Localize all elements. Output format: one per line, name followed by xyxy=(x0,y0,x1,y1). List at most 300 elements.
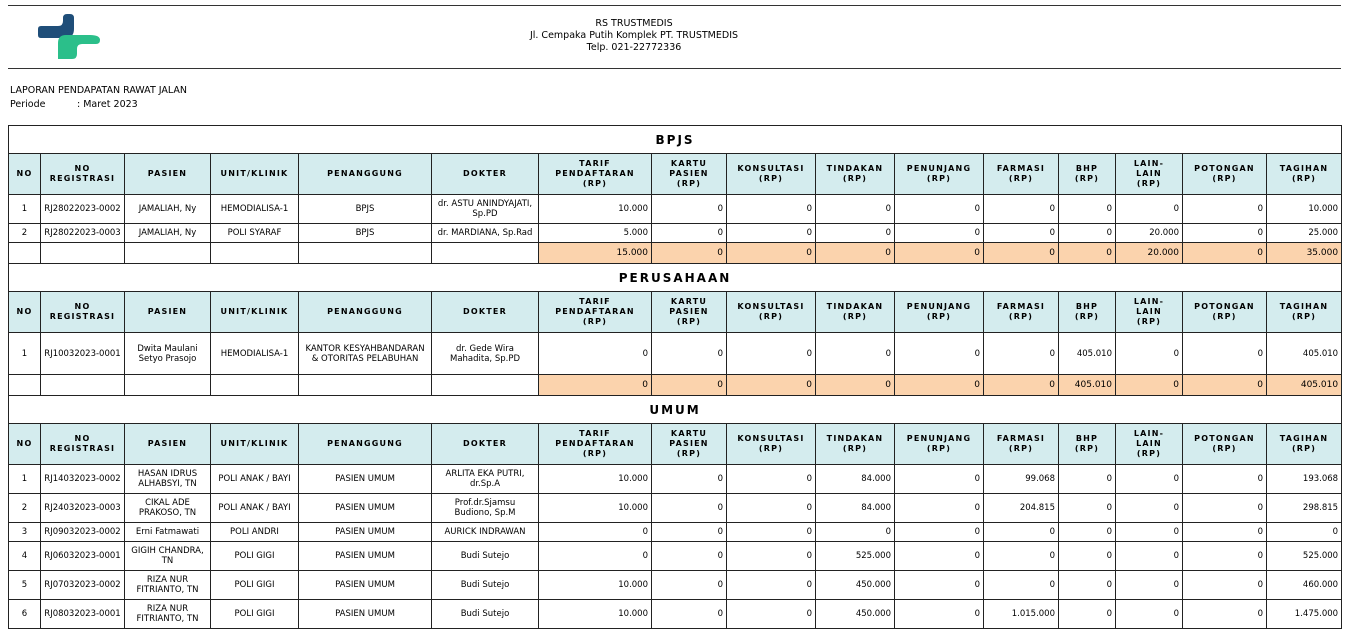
cell-other: 0 xyxy=(1116,333,1183,375)
column-header-line: PASIEN xyxy=(147,169,188,178)
column-header-line: (RP) xyxy=(1008,444,1034,453)
column-header-procedure xyxy=(816,154,895,195)
cell-other: 0 xyxy=(1116,600,1183,629)
column-header-line: FARMASI xyxy=(996,302,1046,311)
column-header-line: (RP) xyxy=(926,444,952,453)
table-row xyxy=(9,465,1342,494)
cell-card-fee: 0 xyxy=(652,600,727,629)
cell-pharmacy: 0 xyxy=(984,195,1059,224)
cell-guarantor: PASIEN UMUM xyxy=(299,523,432,542)
column-header-line: BHP xyxy=(1075,434,1099,443)
cell-bhp: 0 xyxy=(1059,542,1116,571)
cell-bhp: 0 xyxy=(1059,224,1116,243)
column-header-line: NO xyxy=(74,434,91,443)
total-registration-fee: 0 xyxy=(539,375,652,396)
total-empty-cell xyxy=(432,375,539,396)
column-header-registration xyxy=(41,292,125,333)
total-support: 0 xyxy=(895,243,984,264)
column-header-bill xyxy=(1267,424,1342,465)
table-row xyxy=(9,571,1342,600)
cell-no: 1 xyxy=(9,333,41,375)
cell-unit: HEMODIALISA-1 xyxy=(211,195,299,224)
column-header-line: (RP) xyxy=(1212,174,1237,183)
column-header-line: (RP) xyxy=(1008,174,1034,183)
cell-doctor: dr. ASTU ANINDYAJATI, Sp.PD xyxy=(432,195,539,224)
cell-discount: 0 xyxy=(1183,542,1267,571)
cell-support: 0 xyxy=(895,600,984,629)
cell-support: 0 xyxy=(895,224,984,243)
cell-registration-fee: 0 xyxy=(539,542,652,571)
table-row xyxy=(9,600,1342,629)
total-empty-cell xyxy=(432,243,539,264)
column-header-line: (RP) xyxy=(758,444,784,453)
hospital-info xyxy=(434,18,834,54)
header-bottom-rule xyxy=(8,68,1341,69)
column-header-line: (RP) xyxy=(582,449,608,458)
column-header-line: PASIEN xyxy=(669,169,709,178)
report-heading xyxy=(10,84,187,112)
column-header-other xyxy=(1116,424,1183,465)
cell-bhp: 0 xyxy=(1059,465,1116,494)
table-row xyxy=(9,494,1342,523)
column-header-line: (RP) xyxy=(676,449,702,458)
column-header-line: KONSULTASI xyxy=(737,302,805,311)
cell-other: 0 xyxy=(1116,195,1183,224)
column-header-registration-fee xyxy=(539,424,652,465)
cell-registration: RJ14032023-0002 xyxy=(41,465,125,494)
column-header-line: LAIN- xyxy=(1133,297,1165,306)
column-header-support xyxy=(895,292,984,333)
revenue-report-table xyxy=(8,125,1342,629)
column-header-bhp xyxy=(1059,292,1116,333)
total-card-fee: 0 xyxy=(652,375,727,396)
cell-procedure: 450.000 xyxy=(816,571,895,600)
period-label: Periode xyxy=(10,99,46,110)
cell-unit: POLI ANDRI xyxy=(211,523,299,542)
cell-doctor: dr. Gede Wira Mahadita, Sp.PD xyxy=(432,333,539,375)
total-other: 0 xyxy=(1116,375,1183,396)
column-header-line: (RP) xyxy=(1212,312,1237,321)
column-header-line: PASIEN xyxy=(669,307,709,316)
cell-discount: 0 xyxy=(1183,195,1267,224)
cell-consultation: 0 xyxy=(727,465,816,494)
column-header-line: (RP) xyxy=(842,444,868,453)
column-header-line: (RP) xyxy=(926,312,952,321)
column-header-unit xyxy=(211,154,299,195)
cell-registration-fee: 0 xyxy=(539,523,652,542)
column-header-line: (RP) xyxy=(1291,444,1317,453)
column-header-line: (RP) xyxy=(582,179,608,188)
period-value: : Maret 2023 xyxy=(77,99,138,110)
cell-patient: RIZA NUR FITRIANTO, TN xyxy=(125,571,211,600)
column-header-line: (RP) xyxy=(1212,444,1237,453)
cell-no: 1 xyxy=(9,195,41,224)
cell-other: 0 xyxy=(1116,571,1183,600)
cell-discount: 0 xyxy=(1183,494,1267,523)
cell-registration: RJ09032023-0002 xyxy=(41,523,125,542)
hospital-address: Jl. Cempaka Putih Komplek PT. TRUSTMEDIS xyxy=(529,30,739,41)
section-total-row xyxy=(9,375,1342,396)
column-header-discount xyxy=(1183,154,1267,195)
cell-doctor: dr. MARDIANA, Sp.Rad xyxy=(432,224,539,243)
column-header-line: DOKTER xyxy=(463,439,507,448)
column-header-line: (RP) xyxy=(582,317,608,326)
column-header-line: (RP) xyxy=(1136,179,1162,188)
cell-consultation: 0 xyxy=(727,224,816,243)
table-row xyxy=(9,523,1342,542)
cell-discount: 0 xyxy=(1183,465,1267,494)
column-header-doctor xyxy=(432,154,539,195)
cell-bill: 0 xyxy=(1267,523,1342,542)
column-header-no xyxy=(9,154,41,195)
total-consultation: 0 xyxy=(727,375,816,396)
cell-unit: POLI ANAK / BAYI xyxy=(211,465,299,494)
column-header-card-fee xyxy=(652,424,727,465)
cell-no: 5 xyxy=(9,571,41,600)
cell-unit: HEMODIALISA-1 xyxy=(211,333,299,375)
column-header-bhp xyxy=(1059,424,1116,465)
total-other: 20.000 xyxy=(1116,243,1183,264)
column-header-line: (RP) xyxy=(1136,449,1162,458)
cell-consultation: 0 xyxy=(727,523,816,542)
cell-pharmacy: 204.815 xyxy=(984,494,1059,523)
column-header-guarantor xyxy=(299,154,432,195)
column-header-line: NO xyxy=(16,169,33,178)
column-header-discount xyxy=(1183,424,1267,465)
header-top-rule xyxy=(8,5,1341,6)
cell-registration-fee: 10.000 xyxy=(539,465,652,494)
column-header-line: (RP) xyxy=(758,312,784,321)
column-header-doctor xyxy=(432,292,539,333)
total-procedure: 0 xyxy=(816,375,895,396)
cell-card-fee: 0 xyxy=(652,224,727,243)
cell-patient: RIZA NUR FITRIANTO, TN xyxy=(125,600,211,629)
column-header-line: PASIEN xyxy=(147,439,188,448)
column-header-guarantor xyxy=(299,424,432,465)
column-header-line: FARMASI xyxy=(996,164,1046,173)
total-empty-cell xyxy=(299,243,432,264)
cell-unit: POLI GIGI xyxy=(211,542,299,571)
cell-registration-fee: 5.000 xyxy=(539,224,652,243)
cell-card-fee: 0 xyxy=(652,494,727,523)
cell-registration: RJ28022023-0003 xyxy=(41,224,125,243)
cell-support: 0 xyxy=(895,523,984,542)
column-header-line: PENUNJANG xyxy=(906,434,972,443)
section-title: BPJS xyxy=(9,126,1342,154)
column-header-line: NO xyxy=(74,164,91,173)
total-discount: 0 xyxy=(1183,243,1267,264)
cell-registration-fee: 10.000 xyxy=(539,494,652,523)
cell-bill: 298.815 xyxy=(1267,494,1342,523)
column-header-consultation xyxy=(727,292,816,333)
column-header-row xyxy=(9,154,1342,195)
cell-card-fee: 0 xyxy=(652,542,727,571)
column-header-line: (RP) xyxy=(842,174,868,183)
column-header-support xyxy=(895,154,984,195)
total-empty-cell xyxy=(299,375,432,396)
cell-other: 20.000 xyxy=(1116,224,1183,243)
total-card-fee: 0 xyxy=(652,243,727,264)
column-header-line: PENUNJANG xyxy=(906,302,972,311)
cell-consultation: 0 xyxy=(727,600,816,629)
cell-card-fee: 0 xyxy=(652,465,727,494)
column-header-unit xyxy=(211,292,299,333)
column-header-pharmacy xyxy=(984,424,1059,465)
column-header-line: (RP) xyxy=(1291,312,1317,321)
cell-no: 2 xyxy=(9,494,41,523)
cell-pharmacy: 0 xyxy=(984,542,1059,571)
cell-registration-fee: 10.000 xyxy=(539,600,652,629)
column-header-bhp xyxy=(1059,154,1116,195)
column-header-line: PENDAFTARAN xyxy=(555,169,635,178)
column-header-guarantor xyxy=(299,292,432,333)
column-header-line: PENANGGUNG xyxy=(327,169,403,178)
column-header-line: LAIN xyxy=(1136,439,1162,448)
column-header-patient xyxy=(125,292,211,333)
column-header-support xyxy=(895,424,984,465)
column-header-line: POTONGAN xyxy=(1194,164,1255,173)
cell-bhp: 0 xyxy=(1059,195,1116,224)
column-header-line: LAIN xyxy=(1136,169,1162,178)
column-header-line: KONSULTASI xyxy=(737,434,805,443)
cell-bill: 193.068 xyxy=(1267,465,1342,494)
cell-guarantor: PASIEN UMUM xyxy=(299,600,432,629)
cell-consultation: 0 xyxy=(727,542,816,571)
trustmedis-cross-logo-icon xyxy=(36,13,102,59)
cell-pharmacy: 99.068 xyxy=(984,465,1059,494)
section-title-row xyxy=(9,264,1342,292)
report-period xyxy=(10,98,187,112)
column-header-bill xyxy=(1267,292,1342,333)
column-header-line: (RP) xyxy=(758,174,784,183)
total-consultation: 0 xyxy=(727,243,816,264)
cell-doctor: Budi Sutejo xyxy=(432,542,539,571)
column-header-line: REGISTRASI xyxy=(49,174,116,183)
column-header-no xyxy=(9,424,41,465)
column-header-procedure xyxy=(816,424,895,465)
total-empty-cell xyxy=(125,243,211,264)
cell-doctor: Budi Sutejo xyxy=(432,571,539,600)
column-header-line: (RP) xyxy=(1291,174,1317,183)
column-header-patient xyxy=(125,154,211,195)
cell-consultation: 0 xyxy=(727,195,816,224)
column-header-line: TINDAKAN xyxy=(826,164,884,173)
column-header-line: TINDAKAN xyxy=(826,302,884,311)
cell-no: 4 xyxy=(9,542,41,571)
column-header-line: REGISTRASI xyxy=(49,312,116,321)
total-empty-cell xyxy=(211,243,299,264)
cell-bill: 25.000 xyxy=(1267,224,1342,243)
cell-doctor: Prof.dr.Sjamsu Budiono, Sp.M xyxy=(432,494,539,523)
section-title: PERUSAHAAN xyxy=(9,264,1342,292)
column-header-line: POTONGAN xyxy=(1194,434,1255,443)
total-empty-cell xyxy=(211,375,299,396)
cell-bhp: 0 xyxy=(1059,571,1116,600)
cell-guarantor: KANTOR KESYAHBANDARAN & OTORITAS PELABUHAN xyxy=(299,333,432,375)
total-bhp: 405.010 xyxy=(1059,375,1116,396)
cell-guarantor: PASIEN UMUM xyxy=(299,494,432,523)
cell-procedure: 450.000 xyxy=(816,600,895,629)
cell-patient: CIKAL ADE PRAKOSO, TN xyxy=(125,494,211,523)
column-header-line: UNIT/KLINIK xyxy=(220,169,289,178)
cell-patient: JAMALIAH, Ny xyxy=(125,195,211,224)
column-header-line: TARIF xyxy=(579,429,611,438)
cell-registration: RJ06032023-0001 xyxy=(41,542,125,571)
cell-registration-fee: 10.000 xyxy=(539,195,652,224)
column-header-line: KARTU xyxy=(670,429,708,438)
cell-registration: RJ10032023-0001 xyxy=(41,333,125,375)
cell-no: 3 xyxy=(9,523,41,542)
column-header-patient xyxy=(125,424,211,465)
section-total-row xyxy=(9,243,1342,264)
column-header-line: DOKTER xyxy=(463,169,507,178)
total-support: 0 xyxy=(895,375,984,396)
cell-discount: 0 xyxy=(1183,224,1267,243)
cell-guarantor: BPJS xyxy=(299,224,432,243)
cell-bhp: 0 xyxy=(1059,494,1116,523)
total-procedure: 0 xyxy=(816,243,895,264)
column-header-other xyxy=(1116,292,1183,333)
cell-discount: 0 xyxy=(1183,600,1267,629)
cell-no: 2 xyxy=(9,224,41,243)
cell-patient: Erni Fatmawati xyxy=(125,523,211,542)
column-header-registration-fee xyxy=(539,154,652,195)
column-header-line: (RP) xyxy=(1074,174,1100,183)
cell-support: 0 xyxy=(895,542,984,571)
column-header-line: FARMASI xyxy=(996,434,1046,443)
column-header-line: (RP) xyxy=(1074,312,1100,321)
cell-registration-fee: 0 xyxy=(539,333,652,375)
column-header-line: (RP) xyxy=(1136,317,1162,326)
column-header-line: (RP) xyxy=(676,317,702,326)
total-empty-cell xyxy=(41,243,125,264)
total-pharmacy: 0 xyxy=(984,243,1059,264)
cell-procedure: 0 xyxy=(816,195,895,224)
cell-bill: 460.000 xyxy=(1267,571,1342,600)
cell-unit: POLI GIGI xyxy=(211,600,299,629)
cell-patient: HASAN IDRUS ALHABSYI, TN xyxy=(125,465,211,494)
total-empty-cell xyxy=(9,375,41,396)
column-header-row xyxy=(9,292,1342,333)
cell-other: 0 xyxy=(1116,542,1183,571)
cell-bhp: 0 xyxy=(1059,523,1116,542)
cell-support: 0 xyxy=(895,465,984,494)
table-row xyxy=(9,224,1342,243)
cell-discount: 0 xyxy=(1183,523,1267,542)
column-header-consultation xyxy=(727,154,816,195)
cell-discount: 0 xyxy=(1183,333,1267,375)
cell-registration-fee: 10.000 xyxy=(539,571,652,600)
column-header-line: DOKTER xyxy=(463,307,507,316)
column-header-line: (RP) xyxy=(1008,312,1034,321)
cell-pharmacy: 0 xyxy=(984,224,1059,243)
hospital-phone: Telp. 021-22772336 xyxy=(586,42,682,53)
column-header-line: PASIEN xyxy=(669,439,709,448)
cell-consultation: 0 xyxy=(727,571,816,600)
cell-registration: RJ07032023-0002 xyxy=(41,571,125,600)
total-bhp: 0 xyxy=(1059,243,1116,264)
column-header-pharmacy xyxy=(984,154,1059,195)
cell-other: 0 xyxy=(1116,523,1183,542)
cell-pharmacy: 0 xyxy=(984,571,1059,600)
section-title-row xyxy=(9,396,1342,424)
column-header-line: TARIF xyxy=(579,159,611,168)
cell-registration: RJ08032023-0001 xyxy=(41,600,125,629)
column-header-bill xyxy=(1267,154,1342,195)
column-header-line: (RP) xyxy=(676,179,702,188)
cell-patient: GIGIH CHANDRA, TN xyxy=(125,542,211,571)
table-row xyxy=(9,333,1342,375)
cell-doctor: ARLITA EKA PUTRI, dr.Sp.A xyxy=(432,465,539,494)
report-title: LAPORAN PENDAPATAN RAWAT JALAN xyxy=(10,85,188,96)
column-header-consultation xyxy=(727,424,816,465)
column-header-line: BHP xyxy=(1075,302,1099,311)
cell-card-fee: 0 xyxy=(652,195,727,224)
cell-unit: POLI GIGI xyxy=(211,571,299,600)
cell-bill: 1.475.000 xyxy=(1267,600,1342,629)
cell-procedure: 525.000 xyxy=(816,542,895,571)
cell-other: 0 xyxy=(1116,494,1183,523)
total-bill: 405.010 xyxy=(1267,375,1342,396)
total-pharmacy: 0 xyxy=(984,375,1059,396)
cell-registration: RJ28022023-0002 xyxy=(41,195,125,224)
total-empty-cell xyxy=(125,375,211,396)
cell-discount: 0 xyxy=(1183,571,1267,600)
cell-bill: 10.000 xyxy=(1267,195,1342,224)
column-header-line: PASIEN xyxy=(147,307,188,316)
cell-guarantor: PASIEN UMUM xyxy=(299,571,432,600)
cell-procedure: 84.000 xyxy=(816,465,895,494)
cell-unit: POLI ANAK / BAYI xyxy=(211,494,299,523)
column-header-doctor xyxy=(432,424,539,465)
cell-card-fee: 0 xyxy=(652,523,727,542)
cell-pharmacy: 0 xyxy=(984,523,1059,542)
cell-consultation: 0 xyxy=(727,333,816,375)
column-header-line: KONSULTASI xyxy=(737,164,805,173)
cell-patient: JAMALIAH, Ny xyxy=(125,224,211,243)
column-header-line: KARTU xyxy=(670,159,708,168)
column-header-no xyxy=(9,292,41,333)
column-header-registration xyxy=(41,424,125,465)
cell-doctor: AURICK INDRAWAN xyxy=(432,523,539,542)
table-row xyxy=(9,195,1342,224)
cell-procedure: 0 xyxy=(816,224,895,243)
column-header-line: (RP) xyxy=(842,312,868,321)
cell-card-fee: 0 xyxy=(652,571,727,600)
total-discount: 0 xyxy=(1183,375,1267,396)
column-header-line: TARIF xyxy=(579,297,611,306)
column-header-registration-fee xyxy=(539,292,652,333)
cell-procedure: 0 xyxy=(816,523,895,542)
column-header-line: LAIN- xyxy=(1133,159,1165,168)
column-header-line: PENDAFTARAN xyxy=(555,307,635,316)
cell-procedure: 0 xyxy=(816,333,895,375)
section-title: UMUM xyxy=(9,396,1342,424)
cell-bhp: 0 xyxy=(1059,600,1116,629)
column-header-card-fee xyxy=(652,292,727,333)
total-empty-cell xyxy=(9,243,41,264)
column-header-pharmacy xyxy=(984,292,1059,333)
section-title-row xyxy=(9,126,1342,154)
column-header-line: PENANGGUNG xyxy=(327,439,403,448)
column-header-line: NO xyxy=(16,307,33,316)
cell-doctor: Budi Sutejo xyxy=(432,600,539,629)
column-header-line: TAGIHAN xyxy=(1279,164,1329,173)
column-header-line: UNIT/KLINIK xyxy=(220,439,289,448)
total-empty-cell xyxy=(41,375,125,396)
cell-pharmacy: 1.015.000 xyxy=(984,600,1059,629)
column-header-line: (RP) xyxy=(1074,444,1100,453)
